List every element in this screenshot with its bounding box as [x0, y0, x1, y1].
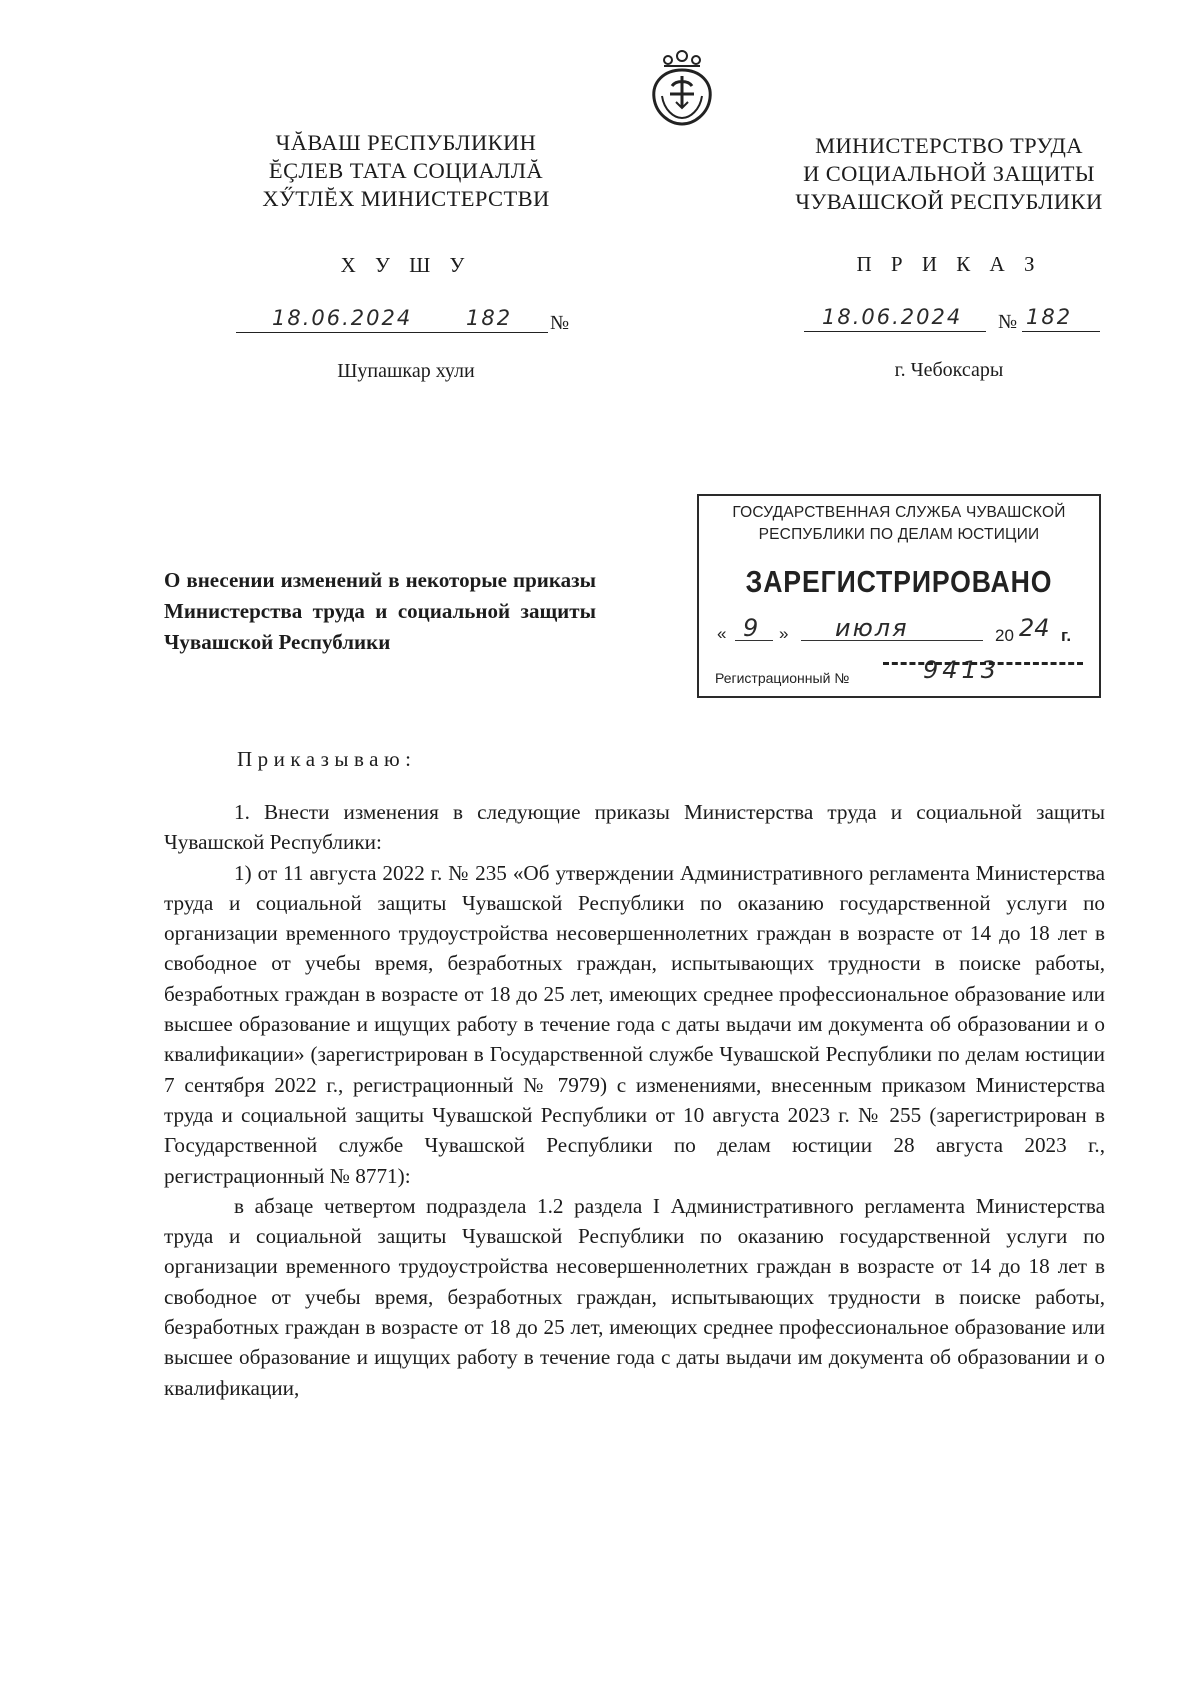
stamp-year: 24: [1019, 614, 1050, 642]
document-title: О внесении изменений в некоторые приказы Министерства труда и социальной защиты Чувашской Республики: [164, 568, 596, 654]
date-number-line-chuvash: [236, 302, 576, 338]
document-kind-russian: П Р И К А З: [856, 252, 1042, 276]
handwritten-date: 18.06.2024: [272, 306, 413, 330]
order-word: Приказываю:: [237, 747, 417, 771]
handwritten-number: 182: [466, 306, 513, 330]
stamp-month: июля: [835, 614, 909, 642]
place-chuvash: Шупашкар хули: [337, 360, 475, 382]
organization-name-chuvash: ЧĂВАШ РЕСПУБЛИКИН ĔÇЛЕВ ТАТА СОЦИАЛЛĂ ХӲТЛĔХ МИНИСТЕРСТВИ: [262, 130, 550, 211]
stamp-reg-number: 9413: [923, 656, 1001, 684]
document-body: [164, 797, 1105, 1403]
stamp-registered: ЗАРЕГИСТРИРОВАНО: [745, 564, 1053, 599]
date-underline: [804, 331, 986, 332]
stamp-day: 9: [743, 614, 759, 642]
date-underline: [236, 332, 548, 333]
number-sign: №: [550, 312, 570, 334]
handwritten-number: 182: [1026, 305, 1073, 329]
registration-stamp: [697, 494, 1101, 698]
handwritten-date: 18.06.2024: [822, 305, 963, 329]
stamp-service-name: ГОСУДАРСТВЕННАЯ СЛУЖБА ЧУВАШСКОЙ РЕСПУБЛИКИ ПО ДЕЛАМ ЮСТИЦИИ: [732, 504, 1066, 543]
number-sign: №: [998, 311, 1018, 333]
place-russian: г. Чебоксары: [894, 359, 1004, 381]
header-chuvash: [236, 129, 576, 383]
header-russian: [764, 132, 1134, 382]
organization-name-russian: МИНИСТЕРСТВО ТРУДА И СОЦИАЛЬНОЙ ЗАЩИТЫ ЧУВАШСКОЙ РЕСПУБЛИКИ: [795, 133, 1103, 214]
paragraph: в абзаце четвертом подраздела 1.2 раздела I Административного регламента Министерства труда и социальной защиты Чувашской Республики по оказанию государственной услуги по организации временного трудоустройства несовершеннолетних граждан в возрасте от 14 до 18 лет в свободное от учебы время, безработных граждан, испытывающих трудности в поиске работы, безработных граждан в возрасте от 18 до 25 лет, имеющих среднее профессиональное образование или высшее образование и ищущих работу в течение года с даты выдачи им документа об образовании и о квалификации,: [164, 1193, 1105, 1400]
stamp-date: « 9 » июля 20 24 г.: [717, 614, 1072, 645]
paragraph: 1) от 11 августа 2022 г. № 235 «Об утверждении Административного регламента Министерства труда и социальной защиты Чувашской Республики по оказанию государственной услуги по организации временного трудоустройства несовершеннолетних граждан в возрасте от 14 до 18 лет в свободное от учебы время, безработных граждан, испытывающих трудности в поиске работы, безработных граждан в возрасте от 18 до 25 лет, имеющих среднее профессиональное образование или высшее образование и ищущих работу в течение года с даты выдачи им документа об образовании и о квалификации» (зарегистрирован в Государственной службе Чувашской Республики по делам юстиции 7 сентября 2022 г., регистрационный № 7979) с изменениями, внесенным приказом Министерства труда и социальной защиты Чувашской Республики от 10 августа 2023 г. № 255 (зарегистрирован в Государственной службе Чувашской Республики по делам юстиции 28 августа 2023 г., регистрационный № 8771):: [164, 860, 1105, 1188]
number-underline: [1022, 331, 1100, 332]
coat-of-arms-emblem: [642, 46, 722, 128]
paragraph: 1. Внести изменения в следующие приказы Министерства труда и социальной защиты Чувашской Республики:: [164, 800, 1105, 855]
document-kind-chuvash: Х У Ш У: [340, 253, 472, 277]
stamp-registration-number: Регистрационный № 9413: [713, 662, 1085, 692]
date-number-line-russian: [764, 301, 1134, 337]
